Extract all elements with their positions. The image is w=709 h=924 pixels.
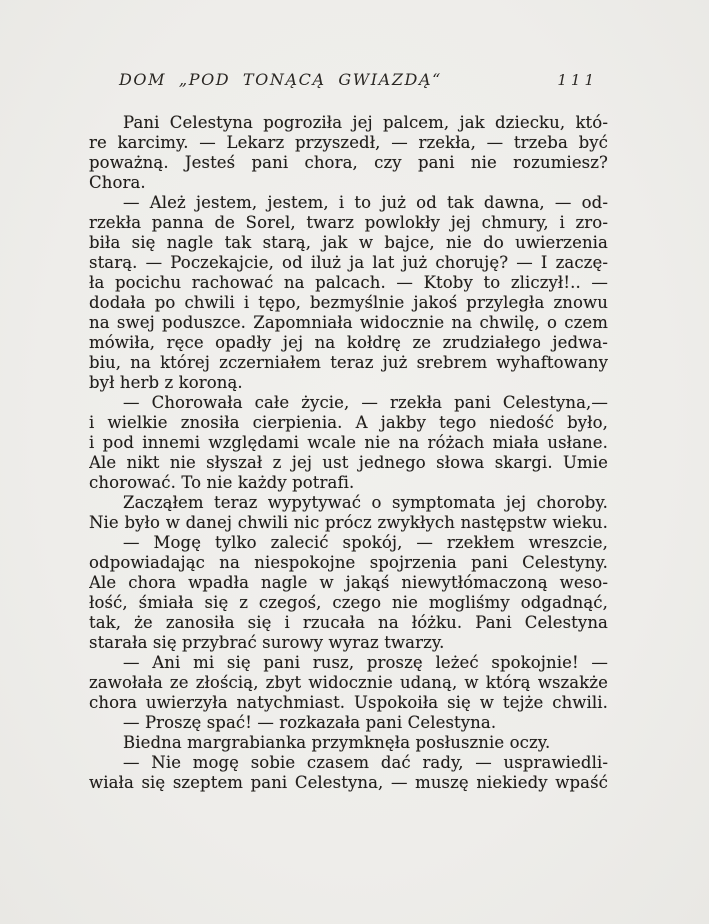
text-line: wiała się szeptem pani Celestyna, — muszę niekiedy wpaść <box>89 773 608 792</box>
text-line: łość, śmiała się z czegoś, czego nie mogliśmy odgadnąć, <box>89 593 608 612</box>
text-block <box>89 70 608 793</box>
text-line: dodała po chwili i tępo, bezmyślnie jakoś przyległa znowu <box>89 293 608 312</box>
text-line: na swej poduszce. Zapomniała widocznie na chwilę, o czem <box>89 313 608 332</box>
page-header <box>89 70 608 92</box>
text-line: chora uwierzyła natychmiast. Uspokoiła się w tejże chwili. <box>89 693 608 712</box>
text-line: — Nie mogę sobie czasem dać rady, — usprawiedli- <box>123 753 608 772</box>
text-line: biła się nagle tak starą, jak w bajce, nie do uwierzenia <box>89 233 608 252</box>
text-line: starą. — Poczekajcie, od iluż ja lat już choruję? — I zaczę- <box>89 253 608 272</box>
text-line: — Ależ jestem, jestem, i to już od tak dawna, — od- <box>123 193 608 212</box>
text-line: ła pocichu rachować na palcach. — Ktoby to zliczył!.. — <box>89 273 608 292</box>
text-body <box>89 113 608 793</box>
text-line: chorować. To nie każdy potrafi. <box>89 473 355 492</box>
text-line: Ale chora wpadła nagle w jakąś niewytłómaczoną weso- <box>89 573 608 592</box>
text-line: re karcimy. — Lekarz przyszedł, — rzekła, — trzeba być <box>89 133 608 152</box>
paragraph <box>89 493 608 533</box>
text-line: rzekła panna de Sorel, twarz powlokły jej chmury, i zro- <box>89 213 608 232</box>
text-line: odpowiadając na niespokojne spojrzenia pani Celestyny. <box>89 553 608 572</box>
text-line: Nie było w danej chwili nic prócz zwykłych następstw wieku. <box>89 513 608 532</box>
paragraph <box>89 113 608 193</box>
text-line: biu, na której zczerniałem teraz już srebrem wyhaftowany <box>89 353 608 372</box>
text-line: zawołała ze złością, zbyt widocznie udaną, w którą wszakże <box>89 673 608 692</box>
text-line: i pod innemi względami wcale nie na różach miała usłane. <box>89 433 608 452</box>
paragraph <box>89 393 608 493</box>
text-line: tak, że zanosiła się i rzucała na łóżku. Pani Celestyna <box>89 613 608 632</box>
page-number: 111 <box>557 71 598 89</box>
running-header-title: DOM „POD TONĄCĄ GWIAZDĄ“ <box>119 70 442 89</box>
paragraph <box>89 193 608 393</box>
text-line: — Mogę tylko zalecić spokój, — rzekłem wreszcie, <box>123 533 608 552</box>
paragraph <box>89 713 608 733</box>
text-line: Biedna margrabianka przymknęła posłusznie oczy. <box>123 733 551 752</box>
text-line: Ale nikt nie słyszał z jej ust jednego słowa skargi. Umie <box>89 453 608 472</box>
text-line: — Proszę spać! — rozkazała pani Celestyna. <box>123 713 497 732</box>
paragraph <box>89 653 608 713</box>
paragraph <box>89 753 608 793</box>
text-line: i wielkie znosiła cierpienia. A jakby tego niedość było, <box>89 413 608 432</box>
text-line: mówiła, ręce opadły jej na kołdrę ze zrudziałego jedwa- <box>89 333 608 352</box>
text-line: Chora. <box>89 173 146 192</box>
text-line: — Chorowała całe życie, — rzekła pani Celestyna,— <box>123 393 608 412</box>
paragraph <box>89 733 608 753</box>
text-line: Pani Celestyna pogroziła jej palcem, jak dziecku, któ- <box>123 113 608 132</box>
text-line: Zacząłem teraz wypytywać o symptomata jej choroby. <box>123 493 608 512</box>
text-line: starała się przybrać surowy wyraz twarzy. <box>89 633 445 652</box>
text-line: poważną. Jesteś pani chora, czy pani nie rozumiesz? <box>89 153 608 172</box>
text-line: — Ani mi się pani rusz, proszę leżeć spokojnie! — <box>123 653 608 672</box>
paragraph <box>89 533 608 653</box>
text-line: był herb z koroną. <box>89 373 243 392</box>
